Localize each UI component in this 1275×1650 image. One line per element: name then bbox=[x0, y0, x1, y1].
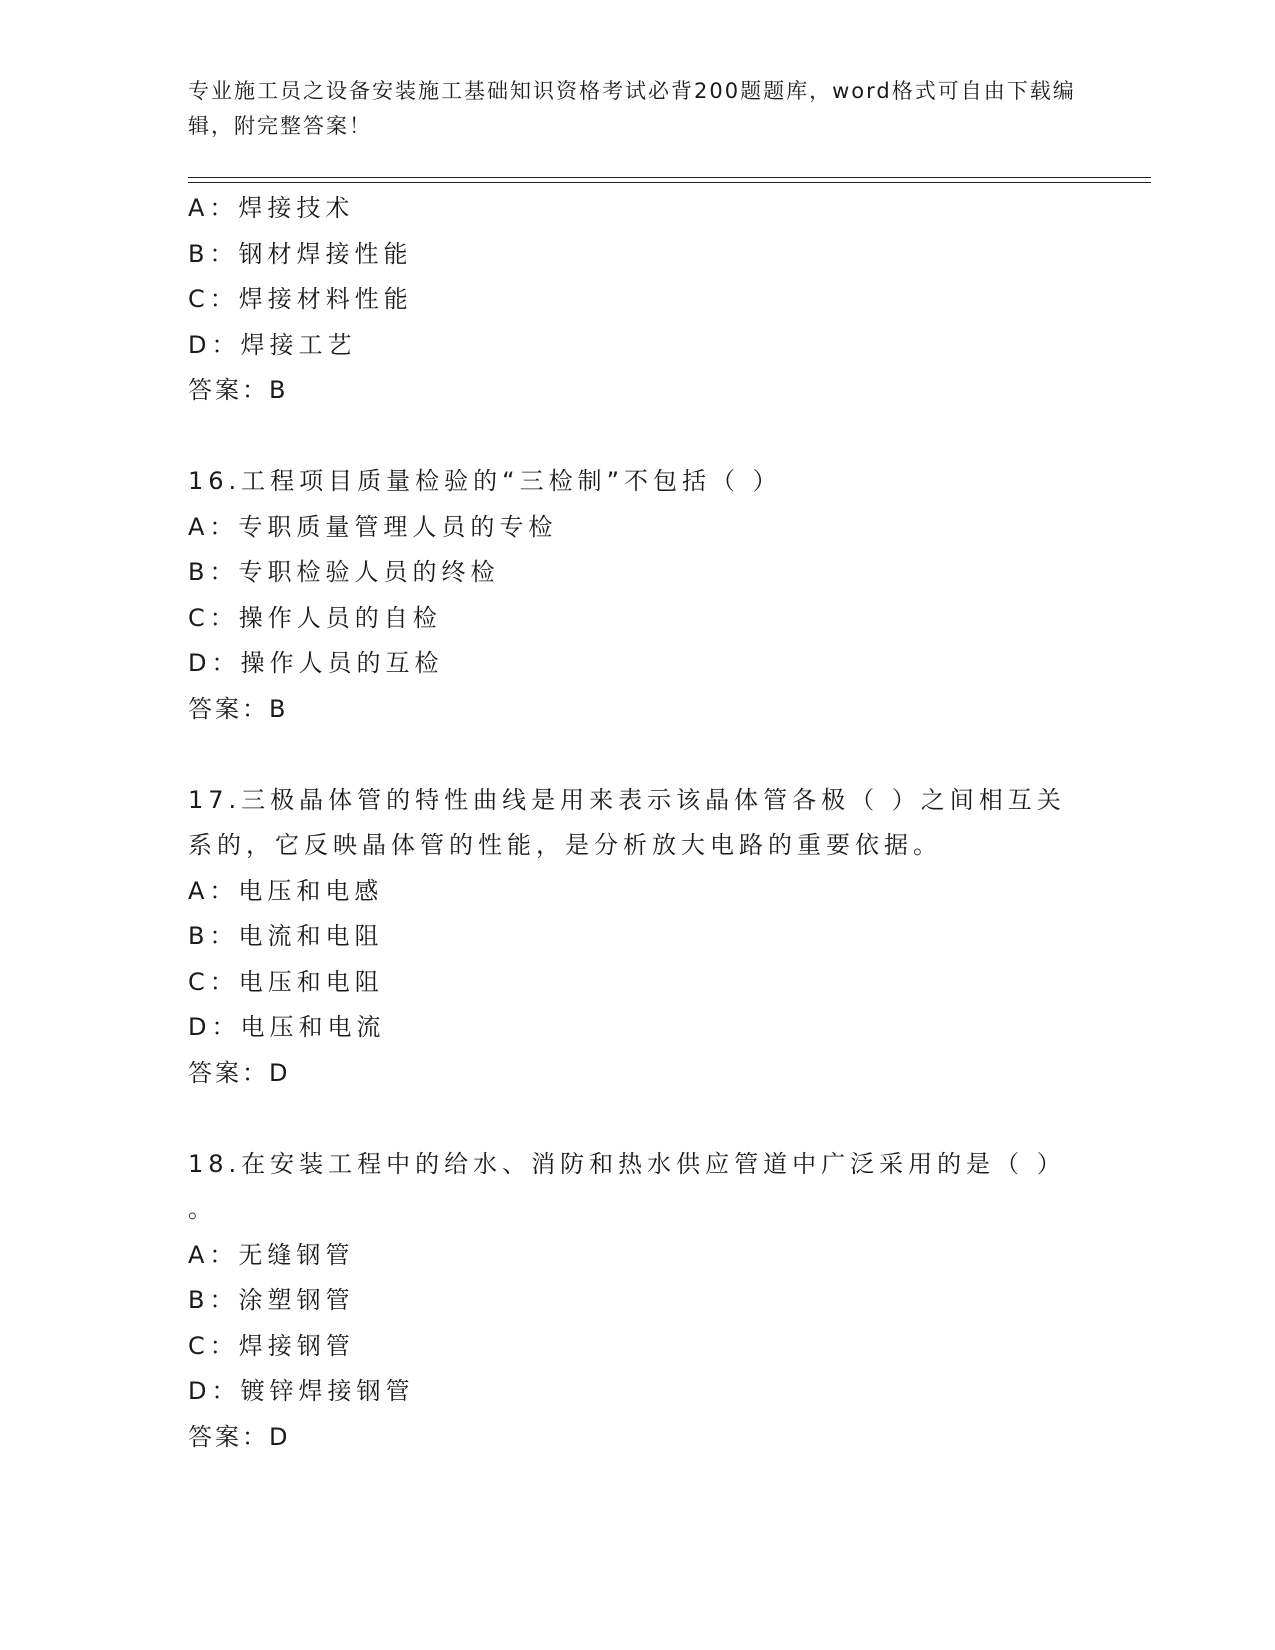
spacer bbox=[188, 732, 1068, 778]
header-divider-bottom bbox=[188, 182, 1151, 183]
spacer bbox=[188, 414, 1068, 460]
document-header: 专业施工员之设备安装施工基础知识资格考试必背200题题库，word格式可自由下载编辑，附完整答案！ bbox=[188, 79, 1076, 138]
option-c: C：焊接钢管 bbox=[188, 1331, 355, 1360]
option-b: B：钢材焊接性能 bbox=[188, 239, 413, 268]
option-c: C：操作人员的自检 bbox=[188, 603, 442, 632]
spacer bbox=[188, 1096, 1068, 1142]
question-16 bbox=[188, 459, 1068, 732]
option-b: B：涂塑钢管 bbox=[188, 1286, 355, 1314]
header-divider-top bbox=[188, 177, 1151, 178]
option-c: C：电压和电阻 bbox=[188, 967, 384, 996]
option-a: A：电压和电感 bbox=[188, 876, 384, 905]
question-stem-continuation: 。 bbox=[188, 1195, 217, 1223]
question-17 bbox=[188, 778, 1068, 1097]
option-b: B：专职检验人员的终检 bbox=[188, 558, 500, 586]
question-stem: 16.工程项目质量检验的“三检制”不包括（ ） bbox=[188, 467, 782, 495]
option-d: D：镀锌焊接钢管 bbox=[188, 1377, 415, 1405]
question-list bbox=[188, 186, 1068, 1460]
option-a: A：焊接技术 bbox=[188, 194, 355, 222]
question-stem: 17.三极晶体管的特性曲线是用来表示该晶体管各极（ ）之间相互关系的，它反映晶体管的性能，是分析放大电路的重要依据。 bbox=[188, 785, 1066, 859]
option-c: C：焊接材料性能 bbox=[188, 285, 413, 313]
answer: 答案：B bbox=[188, 376, 289, 404]
option-d: D：电压和电流 bbox=[188, 1013, 386, 1041]
answer: 答案：B bbox=[188, 694, 289, 723]
option-a: A：无缝钢管 bbox=[188, 1240, 355, 1269]
question-stem: 18.在安装工程中的给水、消防和热水供应管道中广泛采用的是（ ） bbox=[188, 1149, 1066, 1178]
option-b: B：电流和电阻 bbox=[188, 922, 384, 950]
answer: 答案：D bbox=[188, 1058, 291, 1087]
option-d: D：操作人员的互检 bbox=[188, 649, 444, 677]
option-a: A：专职质量管理人员的专检 bbox=[188, 512, 558, 541]
question-15-tail bbox=[188, 186, 1068, 414]
question-18 bbox=[188, 1142, 1068, 1461]
answer: 答案：D bbox=[188, 1422, 291, 1451]
option-d: D：焊接工艺 bbox=[188, 330, 357, 359]
